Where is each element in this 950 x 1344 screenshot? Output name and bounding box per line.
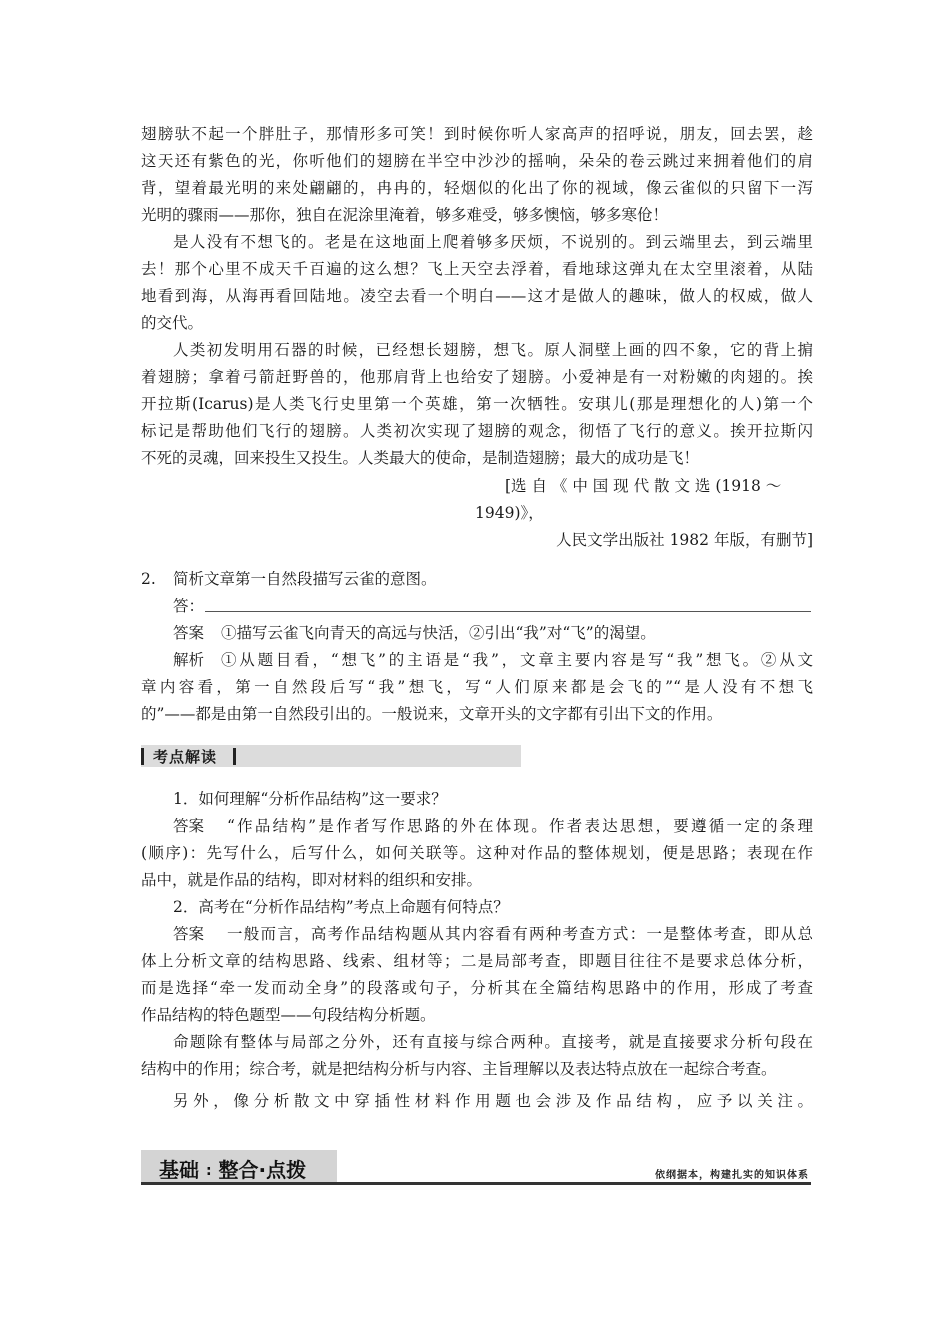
passage-line: 是人没有不想飞的。老是在这地面上爬着够多厌烦，不说别的。到云端里去，到云端里 — [173, 233, 813, 251]
passage-line: 开拉斯(Icarus)是人类飞行史里第一个英雄，第一次牺牲。安琪儿(那是理想化的人)第一个 — [141, 395, 813, 413]
answer-label: 答案 — [173, 925, 205, 943]
question-text: 简析文章第一自然段描写云雀的意图。 — [173, 570, 437, 588]
section-question: 1．如何理解“分析作品结构”这一要求？ — [173, 790, 447, 808]
answer-text: 体上分析文章的结构思路、线索、组材等；二是局部考查，即题目往往不是要求总体分析， — [141, 952, 813, 970]
analysis-label: 解析 — [173, 651, 205, 669]
passage-line: 着翅膀；拿着弓箭赶野兽的，他那肩背上也给安了翅膀。小爱神是有一对粉嫩的肉翅的。挨 — [141, 368, 813, 386]
passage-line: 背，望着最光明的来处翩翩的，冉冉的，轻烟似的化出了你的视域，像云雀似的只留下一泻 — [141, 179, 813, 197]
section-bar-icon — [141, 748, 144, 765]
section-question: 2．高考在“分析作品结构”考点上命题有何特点？ — [173, 898, 509, 916]
source-citation: 1949)》， — [475, 504, 544, 522]
answer-label: 答案 — [173, 624, 205, 642]
footer-rule — [141, 1182, 811, 1185]
passage-line: 人类初发明用石器的时候，已经想长翅膀，想飞。原人洞壁上画的四不象，它的背上掮 — [173, 341, 813, 359]
answer-line[interactable] — [205, 611, 811, 612]
answer-text: 品中，就是作品的结构，即对材料的组织和安排。 — [141, 871, 483, 889]
source-citation: 人民文学出版社 1982 年版，有删节] — [556, 531, 813, 549]
passage-line: 地看到海，从海再看回陆地。凌空去看一个明白——这才是做人的趣味，做人的权威，做人 — [141, 287, 813, 305]
analysis-text: 的”——都是由第一自然段引出的。一般说来，文章开头的文字都有引出下文的作用。 — [141, 705, 723, 723]
section-header — [141, 745, 521, 767]
passage-line: 不死的灵魂，回来投生又投生。人类最大的使命，是制造翅膀；最大的成功是飞！ — [141, 449, 700, 467]
section-paragraph: 命题除有整体与局部之分外，还有直接与综合两种。直接考，就是直接要求分析句段在 — [173, 1033, 813, 1051]
answer-text: ①描写云雀飞向青天的高远与快活，②引出“我”对“飞”的渴望。 — [221, 624, 656, 642]
answer-prompt: 答： — [173, 597, 205, 615]
section-paragraph: 另外，像分析散文中穿插性材料作用题也会涉及作品结构，应予以关注。 — [173, 1092, 813, 1110]
footer-banner — [141, 1150, 811, 1188]
passage-line: 这天还有紫色的光，你听他们的翅膀在半空中沙沙的摇响，朵朵的卷云跳过来拥着他们的肩 — [141, 152, 813, 170]
footer-subtitle: 依纲据本，构建扎实的知识体系 — [655, 1170, 809, 1181]
answer-text: “作品结构”是作者写作思路的外在体现。作者表达思想，要遵循一定的条理 — [227, 817, 813, 835]
answer-label: 答案 — [173, 817, 205, 835]
section-paragraph: 结构中的作用；综合考，就是把结构分析与内容、主旨理解以及表达特点放在一起综合考查。 — [141, 1060, 777, 1078]
passage-line: 翅膀驮不起一个胖肚子，那情形多可笑！到时候你听人家高声的招呼说，朋友，回去罢，趁 — [141, 125, 813, 143]
passage-line: 光明的骤雨——那你，独自在泥涂里淹着，够多难受，够多懊恼，够多寒伧！ — [141, 206, 669, 224]
answer-text: 作品结构的特色题型——句段结构分析题。 — [141, 1006, 436, 1024]
answer-text: 一般而言，高考作品结构题从其内容看有两种考查方式：一是整体考查，即从总 — [227, 925, 813, 943]
passage-line: 标记是帮助他们飞行的翅膀。人类初次实现了翅膀的观念，彻悟了飞行的意义。挨开拉斯闪 — [141, 422, 813, 440]
answer-text: 而是选择“牵一发而动全身”的段落或句子，分析其在全篇结构思路中的作用，形成了考查 — [141, 979, 813, 997]
footer-title-left: 基础 — [159, 1158, 199, 1182]
passage-line: 的交代。 — [141, 314, 204, 332]
question-number: 2. — [141, 570, 156, 588]
source-citation: [选 自 《 中 国 现 代 散 文 选 (1918 ～ — [505, 477, 782, 495]
answer-text: (顺序)：先写什么，后写什么，如何关联等。这种对作品的整体规划，便是思路；表现在作 — [141, 844, 813, 862]
section-title: 考点解读 — [153, 748, 218, 766]
footer-colon: : — [205, 1163, 212, 1179]
analysis-text: ①从题目看，“想飞”的主语是“我”，文章主要内容是写“我”想飞。②从文 — [221, 651, 813, 669]
passage-line: 去！那个心里不成天千百遍的这么想？飞上天空去浮着，看地球这弹丸在太空里滚着，从陆 — [141, 260, 813, 278]
footer-title — [159, 1154, 306, 1183]
analysis-text: 章内容看，第一自然段后写“我”想飞，写“人们原来都是会飞的”“是人没有不想飞 — [141, 678, 813, 696]
section-bar-icon — [233, 748, 236, 765]
footer-title-right: 整合·点拨 — [218, 1158, 307, 1182]
